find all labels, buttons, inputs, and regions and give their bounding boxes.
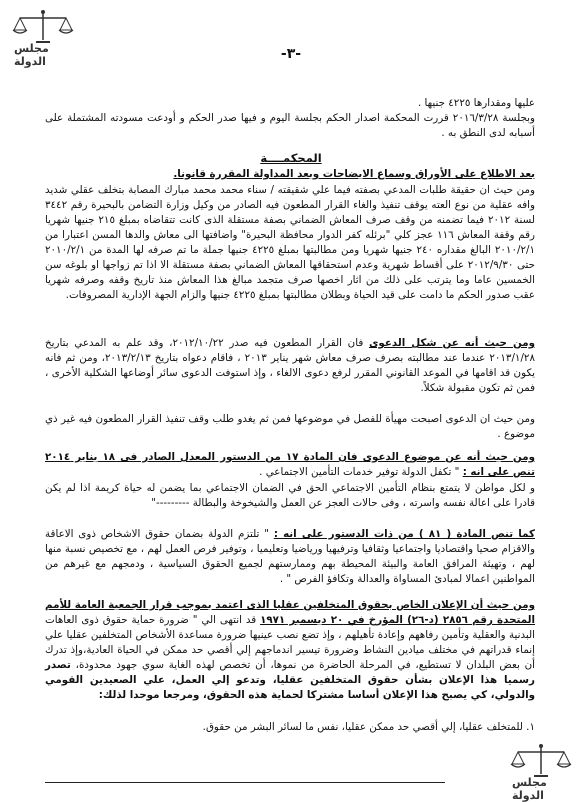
facts-paragraph: ومن حيث ان حقيقة طلبات المدعي بصفته فيما علي شقيقته / سناء محمد محمد مبارك المصابة بتخلف عقلي شديد وافه عقلية من نوع العته يوقف تنفيذ والغاء القرار المطعون فيه الصادر من وكيل وزارة التضامن بالبحيرة رقم ٣٤٤٢ لسنة ٢٠١٢ فيما تضمنه من وقف صرف المعاش الضماني بصفة مستقلة الذى كانت تتقاضاه بمبلغ ٢١٥ جنيها شهريا رقم وقفة المعاش ١١٦ عجز كلي "برئله كفر الدوار محافظة البحيرة" واضافتها الى معاش والدها المسن اعتبارا من ٢٠١٠/٢/١ البالغ مقداره ٢٤٠ جنيها شهريا ومن مطالبتها بمبلغ ٤٢٢٥ جنيها جملة ما تم صرفه لها المدة من ٢٠١٠/٢/١ حتى ٢٠١٢/٩/٣٠ على أقساط شهرية وعدم استحقاقها المعاش الضماني بصفة مستقلة الا اذا تم زواجها او بلوغه سن الخمسين عاما وما يترتب على ذلك من اثار اخصها صرف متجمد مبالغ هذا المعاش منذ تاريخ وقفه وصرفه شهريا عقب صدور الحكم ما دامت على قيد الحياة وبطلان مطالبتها بمبلغ ٤٢٢٥ جنيها والزام الجهة الإدارية المصروفات. xyxy=(45,184,535,301)
form-lead: ومن حيث أنه عن شكل الدعوى xyxy=(368,337,535,349)
form-paragraph xyxy=(45,336,535,396)
council-logo-bottom xyxy=(506,742,576,802)
declaration-text: قد انتهى الي " ضرورة حماية حقوق ذوى العاهات البدنية والعقلية وتأمين رفاههم وإعادة تأهيلهم ، وإذ تضع نصب عينيها ضرورة مساعدة الأشخاص المتخلفين عقليا علي إنماء قدراتهم في مختلف ميادين النشاط وضرورة تيسير اندماجهم إلي أقصي حد ممكن في الحياة العادية،وإذ تدرك أن بعض البلدان لا تستطيع، في المرحلة الحاضرة من نموها، أن تخصص لهذه الغاية سوي جهود محدودة، xyxy=(45,614,535,671)
declaration-item-1: ١. للمتخلف عقليا، إلي أقصي حد ممكن عقليا، نفس ما لسائر البشر من حقوق. xyxy=(202,721,535,733)
page-number: -٣- xyxy=(280,46,302,62)
art17-text: " تكفل الدولة توفير خدمات التأمين الاجتماعي . xyxy=(259,466,463,478)
intro-line-2: وبجلسة ٢٠١٦/٣/٢٨ قررت المحكمة اصدار الحكم بجلسة اليوم و فيها صدر الحكم و أودعت مسودته المشتملة على أسبابه لدى النطق به . xyxy=(45,112,536,139)
logo-text: مجلس الدولة xyxy=(14,42,49,68)
declaration-paragraph xyxy=(45,598,535,703)
subject-paragraph xyxy=(45,450,535,480)
art81-paragraph xyxy=(45,527,535,587)
art81-text: " تلتزم الدولة بضمان حقوق الاشخاص ذوى الاعاقة والاقزام صحيا واقتصاديا واجتماعيا وثقافيا وترفيهيا ورياضيا وتعليميا ، وتوفير فرص العمل لهم ، مع تخصيص نسبة منها لهم ، وتهيئة المرافق العامة والبيئة المحيطة بهم وممارستهم لجميع الحقوق السياسية ، ودمجهم مع غيرهم من المواطنين اعمالا لمبادئ المساواة والعدالة وتكافؤ الفرص " . xyxy=(45,528,535,585)
art17-more: و لكل مواطن لا يتمتع بنظام التأمين الاجتماعي الحق في الضمان الاجتماعي بما يضمن له حياة كريمة اذا لم يكن قادرا على اعالة نفسه واسرته ، وفى حالات العجز عن العمل والشيخوخة والبطالة ---------" xyxy=(45,482,535,509)
subject-lead: ومن حيث أنه عن موضوع الدعوى فان المادة ١٧ من الدستور المعدل الصادر فى ١٨ يناير ٢٠١٤ تنص على انه : xyxy=(45,451,535,478)
after-review-line: بعد الاطلاع على الأوراق وسماع الايضاحات وبعد المداولة المقررة قانونا. xyxy=(173,168,535,180)
footer-divider xyxy=(45,782,445,783)
declaration-lead: ومن حيث أن الإعلان الخاص بحقوق المتخلفين عقليا الذى اعتمد بموجب قرار الجمعية العامة للأمم المتحدة رقم ٢٨٥٦ (د-٢٦) المؤرخ في ٢٠ ديسمبر ١٩٧١ xyxy=(45,599,535,626)
subject-ready-paragraph: ومن حيث ان الدعوى اصبحت مهيأة للفصل في موضوعها فمن ثم يغدو طلب وقف تنفيذ القرار المطعون فيه غير ذي موضوع . xyxy=(45,413,535,440)
art81-lead: كما تنص المادة ( ٨١ ) من ذات الدستور على انه : xyxy=(273,528,536,540)
declaration-bold: تصدر رسميا هذا الإعلان بشأن حقوق المتخلفين عقليا، وتدعو إلي العمل، علي الصعيدين القومي والدولي، كي يصبح هذا الإعلان أساسا مشتركا لحماية هذه الحقوق، ومرجعا موحدا لذلك: xyxy=(45,659,535,701)
court-heading: المحكمــــة xyxy=(260,151,322,165)
intro-line-1: عليها ومقدارها ٤٢٢٥ جنيها . xyxy=(417,97,535,109)
logo-text-bottom: مجلس الدولة xyxy=(512,776,547,802)
form-text: فان القرار المطعون فيه صدر ٢٠١٢/١٠/٢٢، وقد علم به المدعي بتاريخ ٢٠١٣/١/٢٨ عندما عند مطالبته بصرف صرف معاش شهر يناير ٢٠١٣ ، فاقام دعواه بتاريخ ٢٠١٣/٢/١٣، ومن ثم فانه يكون قد اقامها في الموعد القانوني المقرر لرفع دعوى الالغاء ، وإذ استوفت الدعوى سائر أوضاعها الشكلية الأخرى ، فمن ثم تكون مقبولة شكلاً. xyxy=(45,337,535,394)
